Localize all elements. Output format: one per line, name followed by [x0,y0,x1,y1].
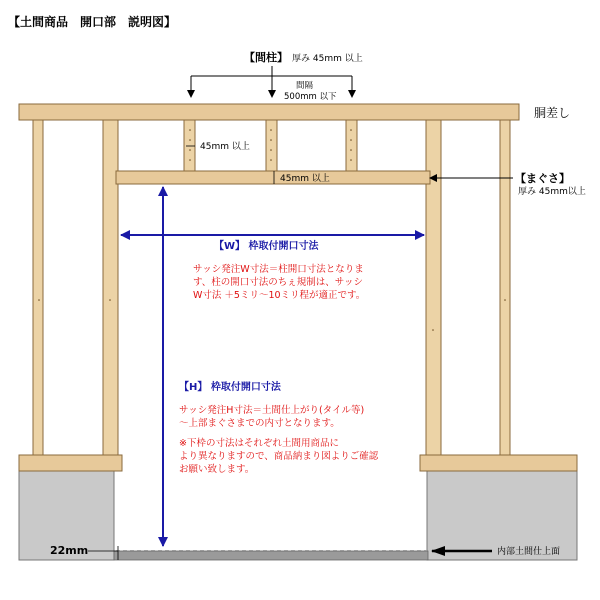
interval-label: 間隔 [296,81,314,91]
magusa-label: 【まぐさ】 [515,172,570,185]
dim-22-label: 22mm [50,544,89,557]
outer-post-right [500,120,510,455]
main-post-left [103,120,118,455]
w-heading: 【W】 枠取付開口寸法 [214,241,319,252]
header-thickness-label: 45mm 以上 [280,174,330,184]
magusa-thickness: 厚み 45mm以上 [518,187,586,197]
dousashi-label: 胴差し [534,106,571,120]
h-note-3: お願い致します。 [179,464,255,475]
floor-label: 内部土間仕上面 [497,547,561,557]
h-line-2: ～上部まぐさまでの内寸となります。 [179,418,340,429]
w-line-3: W寸法 ＋5ミリ～10ミリ程が適正です。 [193,290,366,301]
sill-right [420,455,577,471]
mabashira-label: 【間柱】 [244,51,288,64]
h-note-1: ※下枠の寸法はそれぞれ土間用商品に [179,438,339,449]
h-note-2: より異なりますので、商品納まり図よりご確認 [179,451,379,462]
floor-slab [114,551,428,560]
sill-left [19,455,122,471]
main-post-right [426,120,441,455]
stud-3 [346,120,357,171]
h-line-1: サッシ発注H寸法＝土間仕上がり(タイル等) [179,405,365,416]
stud-1 [184,120,195,171]
stud-2 [266,120,277,171]
page-title: 【土間商品 開口部 説明図】 [8,15,177,29]
stud-width-label: 45mm 以上 [200,142,250,152]
w-line-2: す、柱の開口寸法のちぇ規制は、サッシ [193,277,364,288]
outer-post-left [33,120,43,455]
mabashira-thickness: 厚み 45mm 以上 [292,54,363,64]
dousashi-beam [19,104,519,120]
magusa-header [116,171,430,184]
interval-value: 500mm 以下 [284,92,337,102]
h-heading: 【H】 枠取付開口寸法 [179,382,281,393]
w-line-1: サッシ発注W寸法＝柱開口寸法となりま [193,264,364,275]
